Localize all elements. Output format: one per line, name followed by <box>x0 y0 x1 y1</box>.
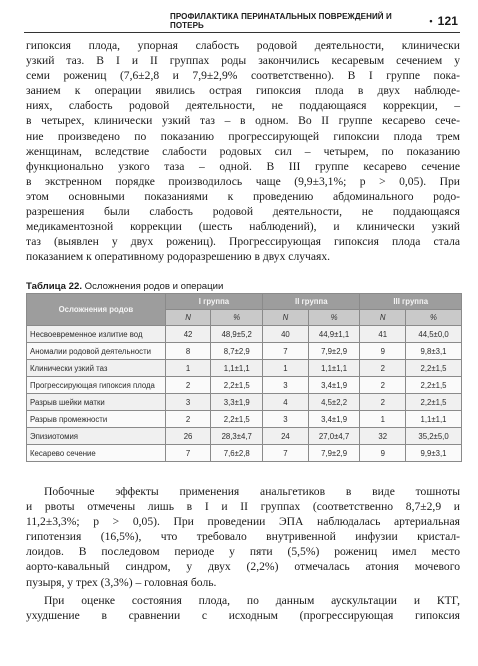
cell-count: 1 <box>360 411 406 428</box>
subheader-percent: % <box>308 310 360 326</box>
cell-count: 8 <box>165 343 211 360</box>
cell-percent: 4,5±2,2 <box>308 394 360 411</box>
text-line: 11,2±3,3%; p > 0,05). При проведении ЭПА наблюдалась артериальная <box>26 515 460 529</box>
cell-count: 2 <box>165 377 211 394</box>
cell-percent: 44,5±0,0 <box>406 326 462 343</box>
text-line: и рвоты отмечены лишь в I и II группах (соответственно 8,7±2,9 и <box>26 500 460 514</box>
table-caption-text: Осложнения родов и операции <box>82 281 224 292</box>
row-label: Кесарево сечение <box>27 445 166 462</box>
cell-percent: 3,4±1,9 <box>308 377 360 394</box>
table-row <box>27 360 462 377</box>
cell-percent: 7,9±2,9 <box>308 445 360 462</box>
cell-count: 7 <box>263 445 309 462</box>
text-line: лоидов. В последовом периоде у пяти (5,5%) рожениц имел место <box>26 545 460 559</box>
cell-percent: 48,9±5,2 <box>211 326 263 343</box>
cell-count: 4 <box>263 394 309 411</box>
complications-table <box>26 293 462 462</box>
table-row <box>27 394 462 411</box>
text-line: женщинам, вследствие слабости родовых сил – четырем, по показанию <box>26 144 460 158</box>
cell-percent: 7,6±2,8 <box>211 445 263 462</box>
paragraph-2 <box>26 484 460 623</box>
cell-count: 7 <box>263 343 309 360</box>
text-line: пузыря, у трех (3,3%) – головная боль. <box>26 575 217 589</box>
text-line: занием к операции явились острая гипоксия плода в двух наблюде- <box>26 84 460 98</box>
text-line: функционально узкого таза – одной. В III группе кесарево сечение <box>26 159 460 173</box>
text-line: ние произведено по показанию прогрессирующей гипоксии плода трем <box>26 129 460 143</box>
cell-percent: 1,1±1,1 <box>406 411 462 428</box>
subheader-n: N <box>263 310 309 326</box>
cell-percent: 7,9±2,9 <box>308 343 360 360</box>
cell-percent: 9,9±3,1 <box>406 445 462 462</box>
cell-percent: 28,3±4,7 <box>211 428 263 445</box>
subheader-percent: % <box>211 310 263 326</box>
text-line: в экстренном порядке производилось чаще (9,9±3,1%; p > 0,05). При <box>26 174 460 188</box>
cell-percent: 8,7±2,9 <box>211 343 263 360</box>
text-line: узкий таз. В I и II группах роды закончились кесаревым сечением у <box>26 54 460 68</box>
text-line: аорто-кавальный синдром, у двух (2,2%) отмечалась атония мочевого <box>26 560 460 574</box>
cell-percent: 27,0±4,7 <box>308 428 360 445</box>
subheader-n: N <box>360 310 406 326</box>
cell-count: 1 <box>165 360 211 377</box>
table-header-row <box>27 294 462 310</box>
cell-count: 1 <box>263 360 309 377</box>
cell-percent: 3,3±1,9 <box>211 394 263 411</box>
cell-count: 42 <box>165 326 211 343</box>
column-header-group-3: III группа <box>360 294 462 310</box>
table-row <box>27 377 462 394</box>
text-line: в четырех, клинически узкий таз – в одном. Во II группе кесарево сече- <box>26 114 460 128</box>
table-caption <box>26 281 223 292</box>
cell-percent: 2,2±1,5 <box>406 394 462 411</box>
subheader-n: N <box>165 310 211 326</box>
column-header-group-1: I группа <box>165 294 262 310</box>
cell-percent: 2,2±1,5 <box>211 411 263 428</box>
cell-count: 3 <box>165 394 211 411</box>
column-header-complications: Осложнения родов <box>27 294 166 326</box>
cell-count: 3 <box>263 411 309 428</box>
cell-count: 40 <box>263 326 309 343</box>
cell-count: 9 <box>360 343 406 360</box>
text-line: показанием к оперативному родоразрешению в двух случаях. <box>26 250 331 264</box>
table-row <box>27 326 462 343</box>
row-label: Разрыв шейки матки <box>27 394 166 411</box>
table-row <box>27 428 462 445</box>
cell-percent: 44,9±1,1 <box>308 326 360 343</box>
text-line: При оценке состояния плода, по данным аускультации и КТГ, <box>44 593 460 607</box>
cell-percent: 9,8±3,1 <box>406 343 462 360</box>
cell-percent: 2,2±1,5 <box>211 377 263 394</box>
row-label: Несвоевременное излитие вод <box>27 326 166 343</box>
cell-count: 3 <box>263 377 309 394</box>
cell-count: 41 <box>360 326 406 343</box>
text-line: гипотензия (16,5%), что требовало внутривенной инфузии кристал- <box>26 530 460 544</box>
text-line: разрешения были слабость родовой деятельности, не поддающаяся <box>26 205 460 219</box>
cell-count: 24 <box>263 428 309 445</box>
table-row <box>27 411 462 428</box>
cell-percent: 1,1±1,1 <box>211 360 263 377</box>
text-line: ниях, слабость родовой деятельности, не поддающаяся коррекции, – <box>26 99 460 113</box>
row-label: Аномалии родовой деятельности <box>27 343 166 360</box>
cell-percent: 2,2±1,5 <box>406 377 462 394</box>
cell-percent: 3,4±1,9 <box>308 411 360 428</box>
row-label: Клинически узкий таз <box>27 360 166 377</box>
cell-percent: 1,1±1,1 <box>308 360 360 377</box>
text-line: гипоксия плода, упорная слабость родовой деятельности, клинически <box>26 39 460 52</box>
cell-percent: 2,2±1,5 <box>406 360 462 377</box>
cell-count: 2 <box>360 360 406 377</box>
text-line: таз (выявлен у двух рожениц). Прогрессирующая гипоксия плода стала <box>26 235 460 249</box>
table-row <box>27 343 462 360</box>
cell-count: 7 <box>165 445 211 462</box>
text-line: медикаментозной коррекции (шесть наблюдений), и клинически узкий <box>26 220 460 234</box>
table-row <box>27 445 462 462</box>
cell-count: 2 <box>360 394 406 411</box>
cell-count: 9 <box>360 445 406 462</box>
running-title: ПРОФИЛАКТИКА ПЕРИНАТАЛЬНЫХ ПОВРЕЖДЕНИЙ И ПОТЕРЬ <box>170 12 392 30</box>
cell-count: 2 <box>360 377 406 394</box>
cell-count: 26 <box>165 428 211 445</box>
column-header-group-2: II группа <box>263 294 360 310</box>
paragraph-1 <box>26 38 460 264</box>
text-line: семи рожениц (7,6±2,8 и 7,9±2,9% соответственно). В I группе пока- <box>26 69 460 83</box>
row-label: Эпизиотомия <box>27 428 166 445</box>
row-label: Разрыв промежности <box>27 411 166 428</box>
subheader-percent: % <box>406 310 462 326</box>
text-line: этом основными показаниями к проведению абдоминального родо- <box>26 189 460 203</box>
header-rule <box>24 32 460 33</box>
cell-percent: 35,2±5,0 <box>406 428 462 445</box>
row-label: Прогрессирующая гипоксия плода <box>27 377 166 394</box>
page-number: 121 <box>437 14 458 28</box>
table-caption-number: Таблица 22. <box>26 281 82 292</box>
text-line: Побочные эффекты применения анальгетиков в виде тошноты <box>44 485 460 498</box>
cell-count: 32 <box>360 428 406 445</box>
cell-count: 2 <box>165 411 211 428</box>
header-bullet: • <box>429 16 433 26</box>
text-line: ухудшение в сравнении с исходным (прогрессирующая гипоксия <box>26 608 460 622</box>
running-header <box>170 12 458 30</box>
